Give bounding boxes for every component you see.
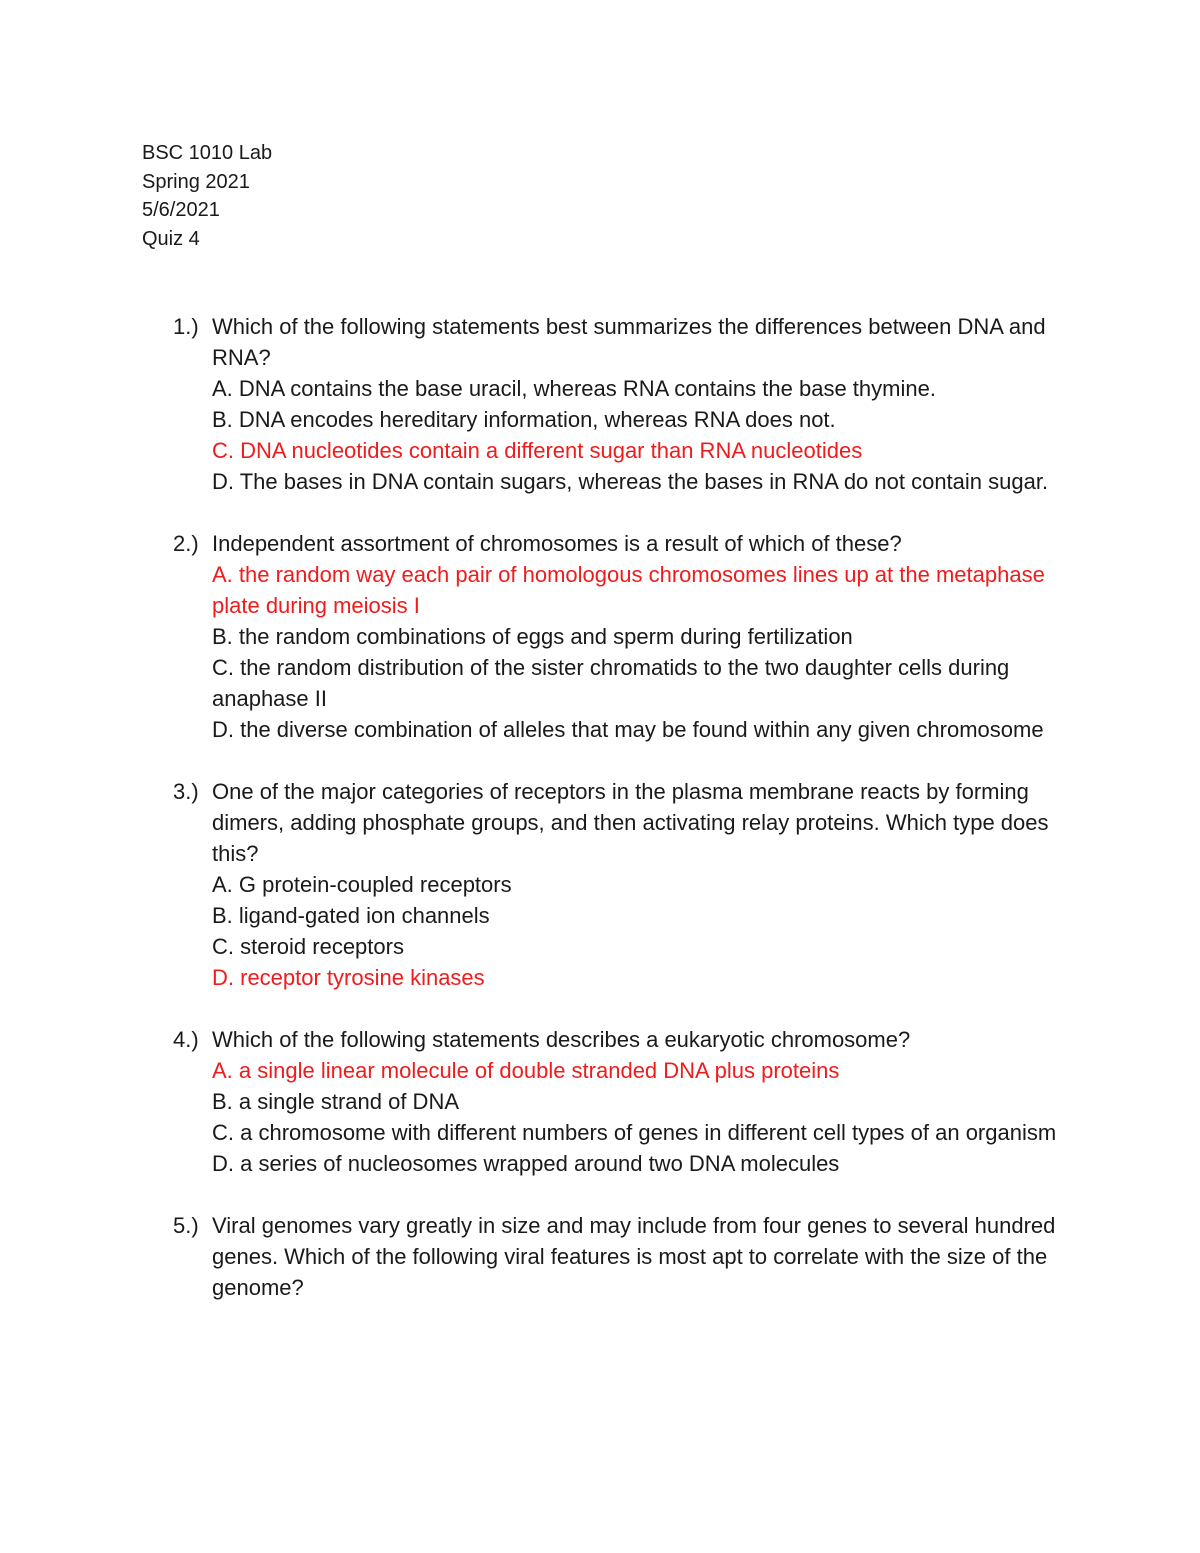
answer-option-b: B. a single strand of DNA <box>212 1089 460 1114</box>
answer-option-b: B. DNA encodes hereditary information, whereas RNA does not. <box>212 407 836 432</box>
question-body <box>212 776 1072 993</box>
answer-option-a-correct: A. the random way each pair of homologous chromosomes lines up at the metaphase plate during meiosis I <box>212 562 1045 618</box>
answer-option-b: B. ligand-gated ion channels <box>212 903 490 928</box>
answer-option-d: D. The bases in DNA contain sugars, whereas the bases in RNA do not contain sugar. <box>212 469 1049 494</box>
quiz-title: Quiz 4 <box>142 227 200 250</box>
answer-option-d-correct: D. receptor tyrosine kinases <box>212 965 485 990</box>
answer-option-a-correct: A. a single linear molecule of double stranded DNA plus proteins <box>212 1058 840 1083</box>
question-3 <box>0 776 1200 993</box>
quiz-header <box>142 139 272 253</box>
answer-option-c: C. the random distribution of the sister chromatids to the two daughter cells during anaphase II <box>212 655 1010 711</box>
question-number: 5.) <box>173 1213 199 1238</box>
answer-option-b: B. the random combinations of eggs and sperm during fertilization <box>212 624 853 649</box>
answer-option-c: C. a chromosome with different numbers of genes in different cell types of an organism <box>212 1120 1057 1145</box>
answer-option-c-correct: C. DNA nucleotides contain a different sugar than RNA nucleotides <box>212 438 863 463</box>
question-prompt: Independent assortment of chromosomes is a result of which of these? <box>212 531 902 556</box>
question-prompt: Which of the following statements best summarizes the differences between DNA and RNA? <box>212 314 1046 370</box>
answer-option-d: D. a series of nucleosomes wrapped around two DNA molecules <box>212 1151 840 1176</box>
question-prompt: Viral genomes vary greatly in size and may include from four genes to several hundred genes. Which of the following viral features is most apt to correlate with the size of the genome? <box>212 1213 1056 1300</box>
question-number: 4.) <box>173 1027 199 1052</box>
answer-option-c: C. steroid receptors <box>212 934 404 959</box>
question-body <box>212 528 1072 745</box>
question-5 <box>0 1210 1200 1303</box>
question-1 <box>0 311 1200 497</box>
question-body <box>212 1024 1072 1179</box>
question-2 <box>0 528 1200 745</box>
question-list <box>0 311 1200 1334</box>
answer-option-d: D. the diverse combination of alleles that may be found within any given chromosome <box>212 717 1044 742</box>
question-prompt: One of the major categories of receptors in the plasma membrane reacts by forming dimers, adding phosphate groups, and then activating relay proteins. Which type does this? <box>212 779 1049 866</box>
question-number: 1.) <box>173 314 199 339</box>
answer-option-a: A. G protein-coupled receptors <box>212 872 512 897</box>
course-name: BSC 1010 Lab <box>142 142 273 164</box>
question-prompt: Which of the following statements describes a eukaryotic chromosome? <box>212 1027 911 1052</box>
question-body <box>212 1210 1072 1303</box>
question-body <box>212 311 1072 497</box>
question-number: 3.) <box>173 779 199 804</box>
answer-option-a: A. DNA contains the base uracil, whereas RNA contains the base thymine. <box>212 376 936 401</box>
quiz-date: 5/6/2021 <box>142 199 220 221</box>
term: Spring 2021 <box>142 170 250 193</box>
question-number: 2.) <box>173 531 199 556</box>
question-4 <box>0 1024 1200 1179</box>
